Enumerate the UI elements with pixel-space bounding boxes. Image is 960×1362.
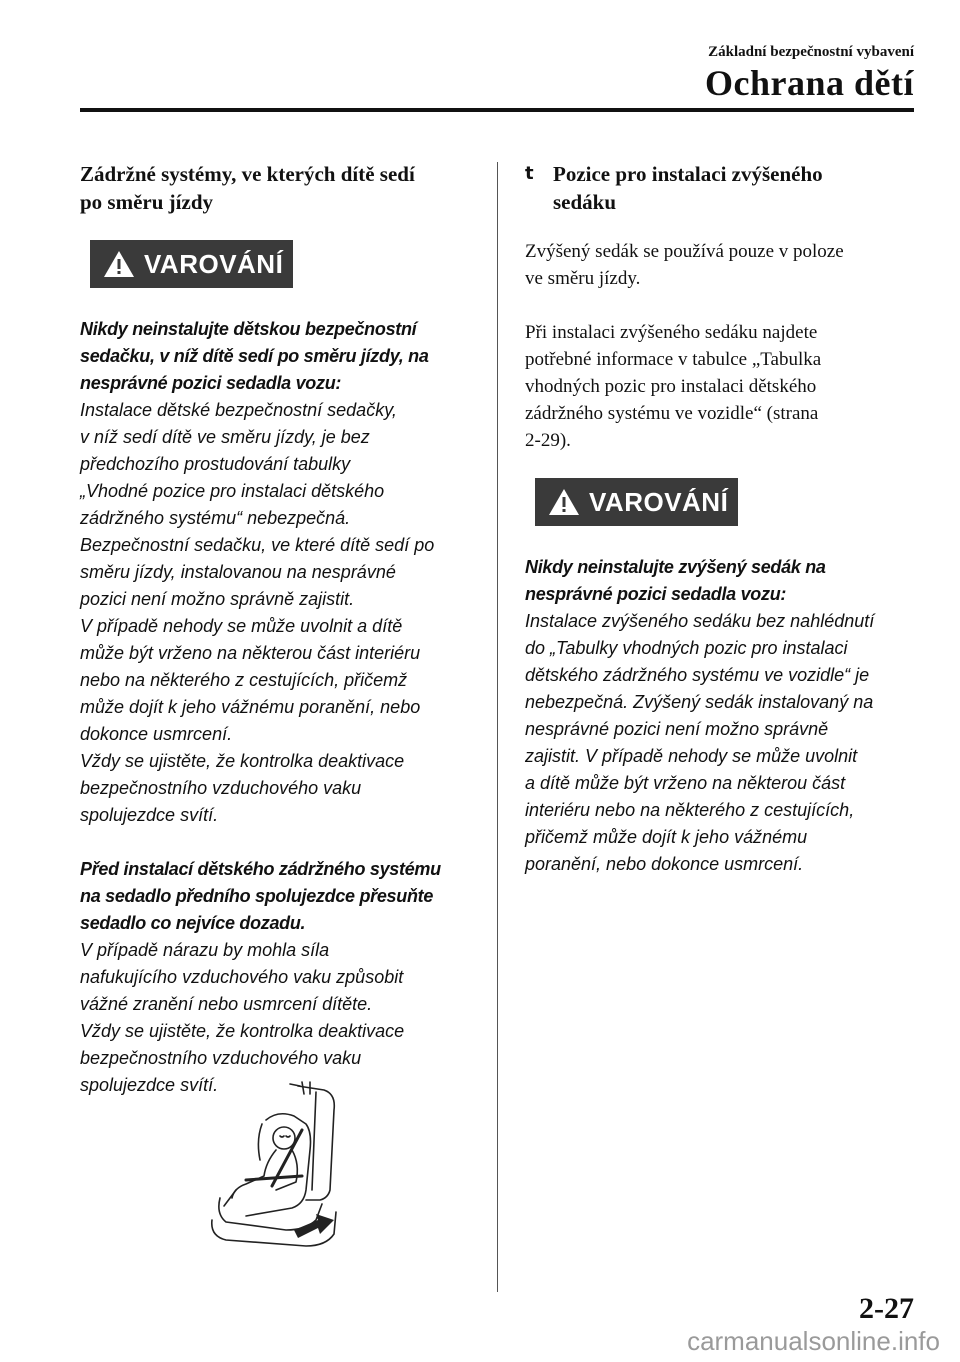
warning-badge — [90, 240, 293, 288]
paragraph-line: Při instalaci zvýšeného sedáku najdete — [525, 322, 818, 343]
warning-triangle-icon — [547, 487, 581, 517]
warning-block — [80, 316, 470, 829]
warning-line: a dítě může být vrženo na některou část — [525, 773, 846, 793]
warning-bold-line: Nikdy neinstalujte dětskou bezpečnostní — [80, 319, 417, 339]
warning-line: bezpečnostního vzduchového vaku — [80, 1048, 362, 1068]
warning-line: interiéru nebo na některého z cestujících, — [525, 800, 855, 820]
warning-line: dokonce usmrcení. — [80, 724, 233, 744]
warning-line: nebezpečná. Zvýšený sedák instalovaný na — [525, 692, 874, 712]
heading-line: Pozice pro instalaci zvýšeného — [553, 162, 823, 186]
heading-line: po směru jízdy — [80, 190, 213, 214]
warning-bold-line: sedačku, v níž dítě sedí po směru jízdy, na — [80, 346, 429, 366]
section-heading — [525, 160, 920, 216]
warning-line: „Vhodné pozice pro instalaci dětského — [80, 481, 385, 501]
warning-line: v níž sedí dítě ve směru jízdy, je bez — [80, 427, 370, 447]
warning-line: Bezpečnostní sedačku, ve které dítě sedí po — [80, 535, 435, 555]
column-divider — [497, 162, 498, 1292]
warning-label: VAROVÁNÍ — [589, 486, 729, 517]
warning-line: vážné zranění nebo usmrcení dítěte. — [80, 994, 373, 1014]
page-number: 2-27 — [859, 1292, 914, 1325]
warning-block — [525, 554, 920, 878]
warning-line: nebo na některého z cestujících, přičemž — [80, 670, 408, 690]
bullet-icon: t — [525, 163, 534, 184]
right-column — [525, 160, 920, 878]
warning-bold-line: na sedadlo předního spolujezdce přesuňte — [80, 886, 434, 906]
warning-bold-line: Před instalací dětského zádržného systému — [80, 859, 441, 879]
header-rule — [80, 108, 914, 112]
warning-line: bezpečnostního vzduchového vaku — [80, 778, 362, 798]
warning-line: může dojít k jeho vážnému poranění, nebo — [80, 697, 421, 717]
warning-line: předchozího prostudování tabulky — [80, 454, 351, 474]
paragraph-line: ve směru jízdy. — [525, 268, 641, 289]
paragraph-line: 2-29). — [525, 430, 571, 451]
heading-line: Zádržné systémy, ve kterých dítě sedí — [80, 162, 415, 186]
child-seat-illustration — [206, 1080, 366, 1248]
paragraph-line: zádržného systému ve vozidle“ (strana — [525, 403, 819, 424]
warning-line: spolujezdce svítí. — [80, 805, 219, 825]
warning-line: Instalace dětské bezpečnostní sedačky, — [80, 400, 397, 420]
warning-line: zádržného systému“ nebezpečná. — [80, 508, 351, 528]
header-section: Základní bezpečnostní vybavení — [708, 44, 914, 60]
warning-line: spolujezdce svítí. — [80, 1075, 219, 1095]
warning-badge — [535, 478, 738, 526]
warning-block — [80, 856, 470, 1099]
warning-line: Vždy se ujistěte, že kontrolka deaktivace — [80, 751, 405, 771]
warning-line: může být vrženo na některou část interiéru — [80, 643, 421, 663]
warning-line: do „Tabulky vhodných pozic pro instalaci — [525, 638, 848, 658]
warning-line: nafukujícího vzduchového vaku způsobit — [80, 967, 404, 987]
paragraph — [525, 238, 920, 292]
warning-bold-line: Nikdy neinstalujte zvýšený sedák na — [525, 557, 826, 577]
warning-bold-line: sedadlo co nejvíce dozadu. — [80, 913, 306, 933]
warning-line: zajistit. V případě nehody se může uvolnit — [525, 746, 858, 766]
warning-line: V případě nehody se může uvolnit a dítě — [80, 616, 403, 636]
watermark: carmanualsonline.info — [687, 1326, 940, 1356]
warning-label: VAROVÁNÍ — [144, 248, 284, 279]
paragraph-line: vhodných pozic pro instalaci dětského — [525, 376, 817, 397]
warning-bold-line: nesprávné pozici sedadla vozu: — [80, 373, 342, 393]
paragraph — [525, 319, 920, 454]
section-heading — [80, 160, 470, 216]
warning-line: pozici není možno správně zajistit. — [80, 589, 355, 609]
warning-line: V případě nárazu by mohla síla — [80, 940, 330, 960]
page-title: Ochrana dětí — [705, 63, 914, 103]
warning-line: přičemž může dojít k jeho vážnému — [525, 827, 808, 847]
warning-line: směru jízdy, instalovanou na nesprávné — [80, 562, 396, 582]
warning-line: dětského zádržného systému ve vozidle“ je — [525, 665, 870, 685]
warning-line: nesprávné pozici není možno správně — [525, 719, 829, 739]
heading-line: sedáku — [553, 190, 617, 214]
paragraph-line: Zvýšený sedák se používá pouze v poloze — [525, 241, 844, 262]
warning-bold-line: nesprávné pozici sedadla vozu: — [525, 584, 787, 604]
left-column — [80, 160, 470, 1099]
warning-triangle-icon — [102, 249, 136, 279]
paragraph-line: potřebné informace v tabulce „Tabulka — [525, 349, 822, 370]
warning-line: poranění, nebo dokonce usmrcení. — [525, 854, 804, 874]
warning-line: Vždy se ujistěte, že kontrolka deaktivace — [80, 1021, 405, 1041]
warning-line: Instalace zvýšeného sedáku bez nahlédnutí — [525, 611, 875, 631]
